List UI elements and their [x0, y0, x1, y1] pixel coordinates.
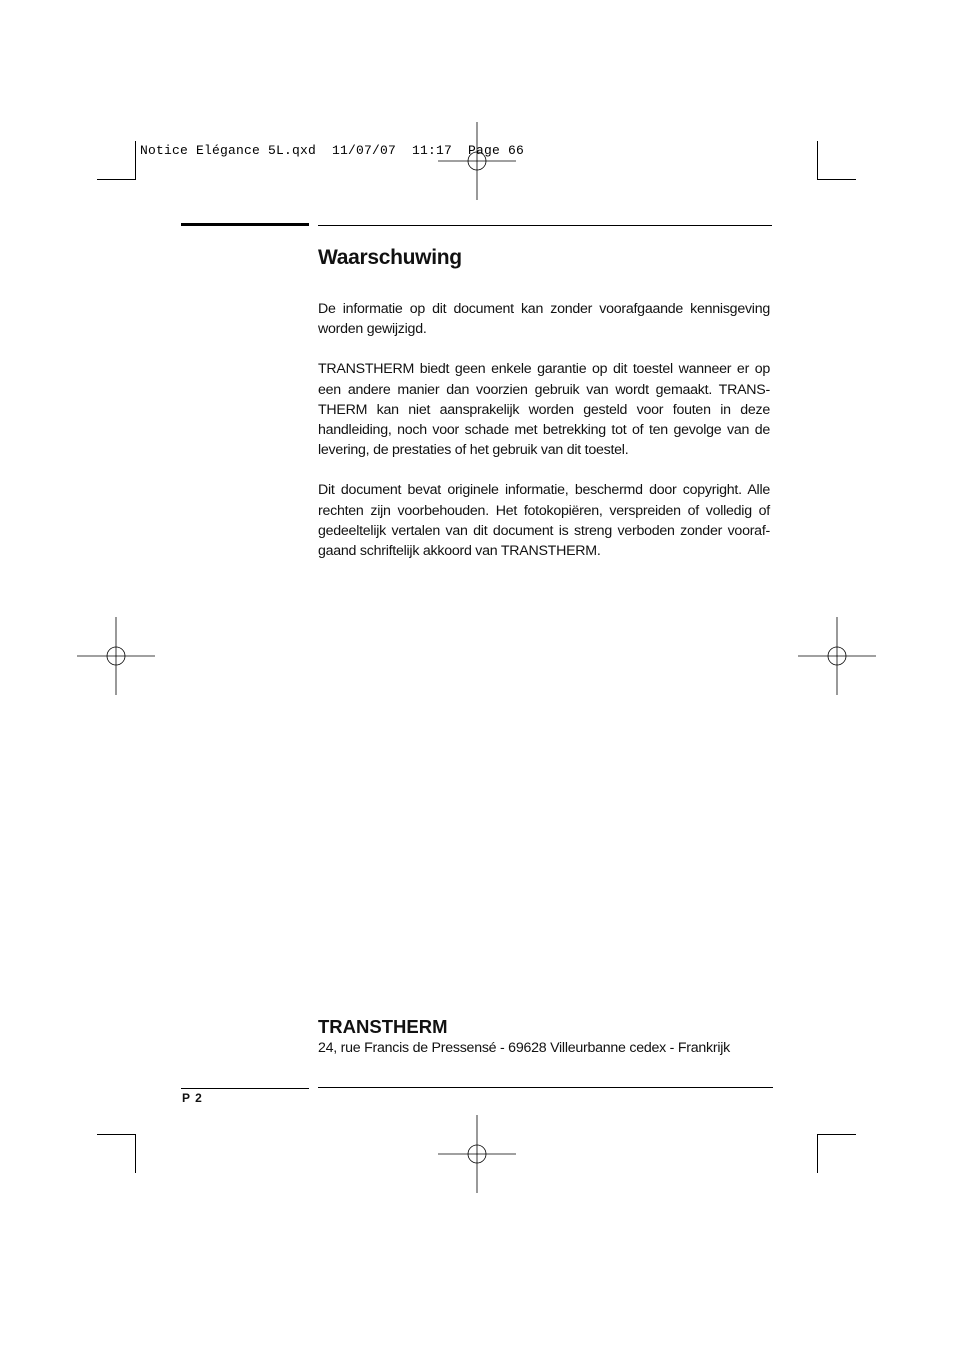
header-rule-thick	[181, 223, 309, 226]
footer-rule-right	[318, 1087, 773, 1088]
registration-mark-icon	[77, 617, 155, 695]
page-number: P 2	[182, 1091, 203, 1105]
paragraph: De informatie op dit document kan zonder voorafgaande kennisgeving worden gewijzigd.	[318, 301, 770, 338]
header-rule-thin	[318, 225, 772, 226]
paragraph: TRANSTHERM biedt geen enkele garantie op dit toestel wanneer er op een andere manier dan voorzien gebruik van wordt gemaakt. TRANS-THERM kan niet aansprakelijk worden gesteld voor fouten in deze handleiding, noch voor schade met betrekking tot of ten gevolge van de levering, de prestaties of het gebruik van dit toestel.	[318, 361, 770, 459]
registration-mark-icon	[798, 617, 876, 695]
print-slug: Notice Elégance 5L.qxd 11/07/07 11:17 Page 66	[140, 143, 525, 158]
footer-rule-left	[181, 1088, 309, 1089]
paragraph: Dit document bevat originele informatie, beschermd door copyright. Alle rechten zijn voorbehouden. Het fotokopiëren, verspreiden of volledig of gedeeltelijk vertalen van dit document is streng verboden zonder vooraf-gaand schriftelijk akkoord van TRANSTHERM.	[318, 482, 770, 560]
company-address: 24, rue Francis de Pressensé - 69628 Villeurbanne cedex - Frankrijk	[318, 1040, 730, 1056]
registration-mark-icon	[438, 1115, 516, 1193]
company-name: TRANSTHERM	[318, 1016, 448, 1037]
warning-body	[318, 299, 770, 581]
registration-mark-icon	[438, 122, 516, 200]
page-title: Waarschuwing	[318, 246, 462, 269]
